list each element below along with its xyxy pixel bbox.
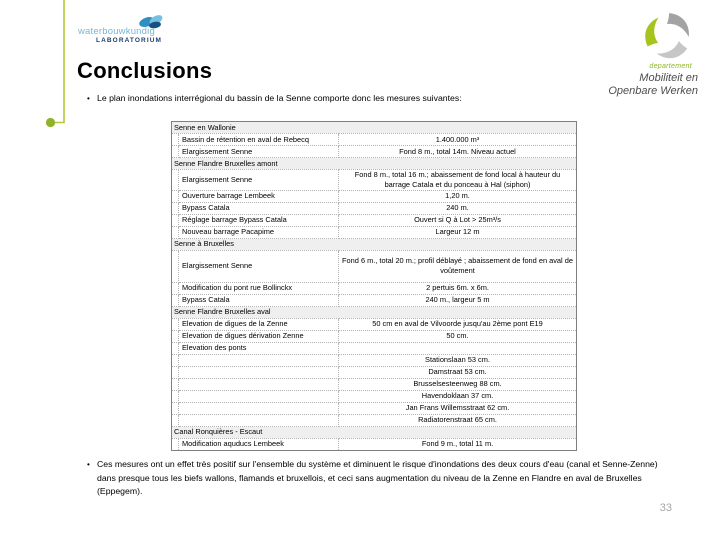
measure-value: 2 pertuis 6m. x 6m.: [339, 282, 577, 294]
accent-dot: [46, 118, 55, 127]
measure-label: Réglage barrage Bypass Catala: [179, 214, 339, 226]
table-section-row: [172, 306, 577, 318]
measure-label: Ouverture barrage Lembeek: [179, 190, 339, 202]
row-indent-cell: [172, 354, 179, 366]
row-indent-cell: [172, 214, 179, 226]
measures-table-body: [172, 122, 577, 451]
row-indent-cell: [172, 414, 179, 426]
table-row: [172, 318, 577, 330]
measure-value: 240 m.: [339, 202, 577, 214]
table-row: [172, 294, 577, 306]
table-row: [172, 170, 577, 191]
bullet-marker: •: [87, 94, 90, 103]
row-indent-cell: [172, 294, 179, 306]
row-indent-cell: [172, 134, 179, 146]
measure-value: Stationslaan 53 cm.: [339, 354, 577, 366]
row-indent-cell: [172, 250, 179, 282]
table-row: [172, 342, 577, 354]
measure-label: [179, 378, 339, 390]
table-row: [172, 414, 577, 426]
measure-label: Bassin de rétention en aval de Rebecq: [179, 134, 339, 146]
measure-label: [179, 354, 339, 366]
logo-right-line2: Openbare Werken: [608, 85, 698, 97]
intro-bullet-text: Le plan inondations interrégional du bassin de la Senne comporte donc les mesures suivantes:: [97, 93, 462, 103]
section-label: Senne en Wallonie: [172, 122, 577, 134]
row-indent-cell: [172, 438, 179, 450]
row-indent-cell: [172, 282, 179, 294]
measure-label: Nouveau barrage Pacapime: [179, 226, 339, 238]
intro-bullet: [87, 92, 657, 106]
bullet-marker: •: [87, 460, 90, 469]
row-indent-cell: [172, 318, 179, 330]
row-indent-cell: [172, 330, 179, 342]
mow-pinwheel-icon: [642, 10, 694, 62]
table-row: [172, 402, 577, 414]
measure-value: Fond 6 m., total 20 m.; profil déblayé ; abaissement de fond en aval de voûtement: [339, 250, 577, 282]
table-row: [172, 354, 577, 366]
row-indent-cell: [172, 190, 179, 202]
measure-value: 1,20 m.: [339, 190, 577, 202]
measure-label: Elargissement Senne: [179, 170, 339, 191]
section-label: Senne à Bruxelles: [172, 238, 577, 250]
measure-value: Fond 8 m., total 16 m.; abaissement de fond local à hauteur du barrage Catala et du ponceau à Hal (siphon): [339, 170, 577, 191]
measure-value: Ouvert si Q à Lot > 25m³/s: [339, 214, 577, 226]
row-indent-cell: [172, 366, 179, 378]
measure-label: Elargissement Senne: [179, 250, 339, 282]
measure-value: Largeur 12 m: [339, 226, 577, 238]
logo-left-line1: waterbouwkundig: [78, 26, 155, 37]
mow-logo: [582, 10, 702, 100]
table-row: [172, 330, 577, 342]
measure-value: 240 m., largeur 5 m: [339, 294, 577, 306]
conclusion-bullet-text: Ces mesures ont un effet très positif sur l'ensemble du système et diminuent le risque d'inondations des deux cours d'eau (canal et Senne-Zenne) dans presque tous les biefs wallons, flamands et bruxellois, et ceci sans augmentation du niveau de la Zenne en Flandre en aval de Bruxelles (Eppegem).: [97, 459, 658, 496]
measure-label: [179, 414, 339, 426]
logo-right-line1: Mobiliteit en: [639, 72, 698, 84]
measure-label: [179, 390, 339, 402]
measure-value: 1.400.000 m³: [339, 134, 577, 146]
measure-label: Bypass Catala: [179, 202, 339, 214]
table-row: [172, 438, 577, 450]
section-label: Senne Flandre Bruxelles aval: [172, 306, 577, 318]
table-row: [172, 366, 577, 378]
table-row: [172, 202, 577, 214]
logo-right-departement: departement: [649, 63, 692, 70]
logo-left-line2: LABORATORIUM: [96, 37, 163, 44]
measure-label: Modification aquducs Lembeek: [179, 438, 339, 450]
table-section-row: [172, 122, 577, 134]
measure-label: [179, 402, 339, 414]
row-indent-cell: [172, 402, 179, 414]
measure-label: Bypass Catala: [179, 294, 339, 306]
section-label: Senne Flandre Bruxelles amont: [172, 158, 577, 170]
conclusion-bullet: [87, 458, 662, 499]
measure-value: Radiatorenstraat 65 cm.: [339, 414, 577, 426]
table-section-row: [172, 158, 577, 170]
table-row: [172, 226, 577, 238]
table-section-row: [172, 426, 577, 438]
measures-table: [171, 121, 577, 451]
measure-value: Havendoklaan 37 cm.: [339, 390, 577, 402]
measure-value: Brusselsesteenweg 88 cm.: [339, 378, 577, 390]
measure-label: Elevation de digues de la Zenne: [179, 318, 339, 330]
row-indent-cell: [172, 226, 179, 238]
row-indent-cell: [172, 390, 179, 402]
measure-value: [339, 342, 577, 354]
row-indent-cell: [172, 202, 179, 214]
table-row: [172, 214, 577, 226]
table-row: [172, 146, 577, 158]
row-indent-cell: [172, 146, 179, 158]
measure-label: Elargissement Senne: [179, 146, 339, 158]
page-number: 33: [659, 502, 672, 514]
row-indent-cell: [172, 170, 179, 191]
measure-label: Elevation des ponts: [179, 342, 339, 354]
measure-label: Modification du pont rue Bollinckx: [179, 282, 339, 294]
measure-value: Jan Frans Willemsstraat 62 cm.: [339, 402, 577, 414]
page-title: Conclusions: [77, 58, 213, 83]
table-section-row: [172, 238, 577, 250]
measure-value: 50 cm.: [339, 330, 577, 342]
measure-value: Fond 9 m., total 11 m.: [339, 438, 577, 450]
measure-value: Fond 8 m., total 14m. Niveau actuel: [339, 146, 577, 158]
table-row: [172, 190, 577, 202]
waterbouwkundig-logo: [76, 12, 186, 52]
table-row: [172, 282, 577, 294]
measure-label: Elevation de digues dérivation Zenne: [179, 330, 339, 342]
measure-value: Damstraat 53 cm.: [339, 366, 577, 378]
table-row: [172, 250, 577, 282]
measure-label: [179, 366, 339, 378]
measure-value: 50 cm en aval de Vilvoorde jusqu'au 2ème pont E19: [339, 318, 577, 330]
table-row: [172, 390, 577, 402]
row-indent-cell: [172, 342, 179, 354]
section-label: Canal Ronquières - Escaut: [172, 426, 577, 438]
table-row: [172, 134, 577, 146]
row-indent-cell: [172, 378, 179, 390]
table-row: [172, 378, 577, 390]
